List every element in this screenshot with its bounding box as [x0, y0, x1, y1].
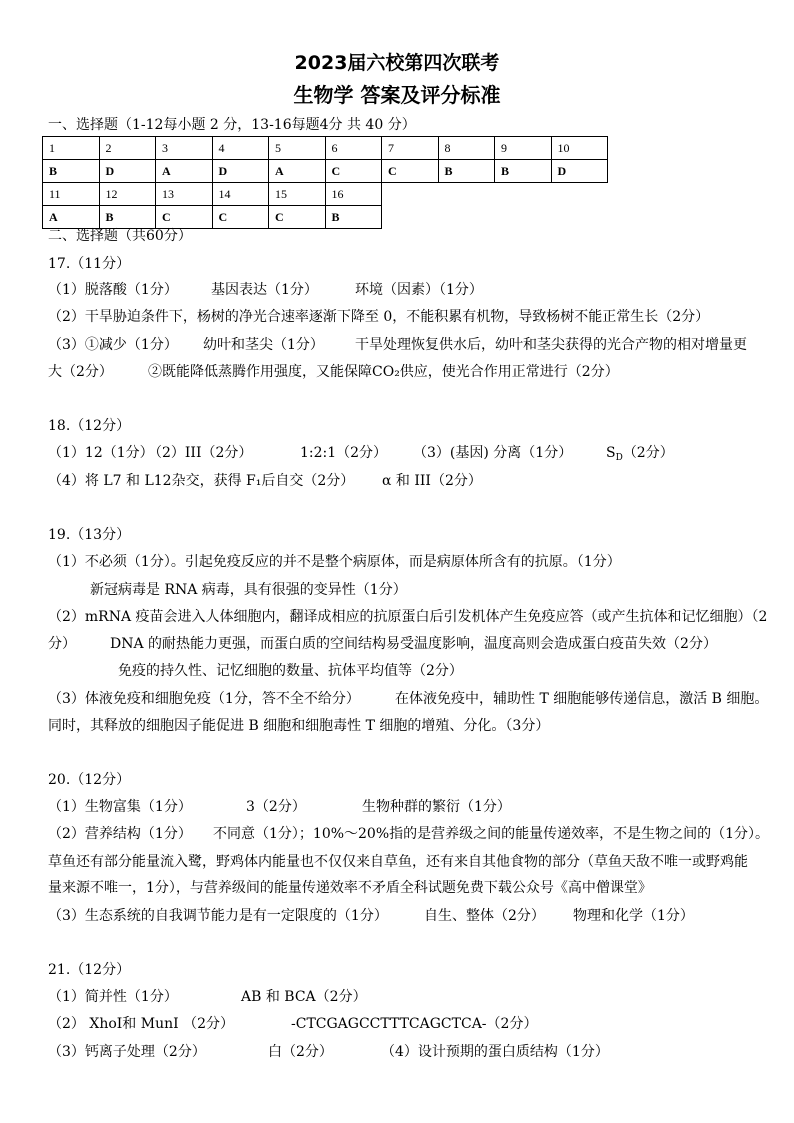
question-19-title-row [0, 525, 794, 545]
question-20-line [0, 906, 794, 926]
answer-cell: C [212, 206, 269, 229]
answer-item: 3（2分） [246, 799, 306, 815]
answer-cell: D [99, 160, 156, 183]
answer-cell: A [156, 160, 213, 183]
answer-item: 1:2:1（2分） [300, 445, 388, 461]
question-20-line [0, 878, 794, 898]
answer-item: （3）(基因) 分离（1分） [413, 445, 573, 461]
question-20-line [0, 797, 794, 817]
question-21-line [0, 987, 794, 1007]
answer-cell: B [495, 160, 552, 183]
answer-item: 量来源不唯一，1分），与营养级间的能量传递效率不矛盾全科试题免费下载公众号《高中僧课堂》 [48, 880, 652, 896]
answer-item: （2）营养结构（1分） [48, 826, 192, 842]
answer-item: （4）设计预期的蛋白质结构（1分） [381, 1044, 609, 1060]
answer-item: 大（2分） [48, 364, 113, 380]
question-number-cell: 16 [325, 183, 382, 206]
answer-cell: C [325, 160, 382, 183]
question-19-title: 19.（13分） [48, 527, 131, 543]
question-19-line [0, 580, 794, 600]
answer-item: AB 和 BCA（2分） [241, 989, 367, 1005]
question-number-cell: 12 [99, 183, 156, 206]
answer-cell: D [551, 160, 608, 183]
empty-cell [382, 183, 439, 206]
question-number-cell: 1 [43, 137, 100, 160]
answer-item: 同时，其释放的细胞因子能促进 B 细胞和细胞毒性 T 细胞的增殖、分化。（3分） [48, 718, 550, 734]
empty-cell [551, 183, 608, 206]
answer-item: 白（2分） [268, 1044, 333, 1060]
question-number-cell: 7 [382, 137, 439, 160]
question-17-line [0, 362, 794, 382]
answer-cell: A [43, 206, 100, 229]
answer-item: 自生、整体（2分） [424, 908, 545, 924]
question-20-title-row [0, 770, 794, 790]
answer-cell: C [156, 206, 213, 229]
answer-item: （4）将 L7 和 L12杂交，获得 F₁后自交（2分） [48, 473, 355, 489]
question-number-cell: 4 [212, 137, 269, 160]
question-19-line [0, 607, 794, 627]
answer-item: （1）简并性（1分） [48, 989, 178, 1005]
answer-item: （1）12（1分） [48, 445, 154, 461]
question-19-line [0, 634, 794, 654]
answer-item: -CTCGAGCCTTTCAGCTCA-（2分） [291, 1016, 538, 1032]
section-heading-row [0, 115, 794, 135]
answer-item: 新冠病毒是 RNA 病毒，具有很强的变异性（1分） [90, 582, 407, 598]
question-19-line [0, 689, 794, 709]
empty-cell [495, 183, 552, 206]
answer-item: 生物种群的繁衍（1分） [362, 799, 511, 815]
empty-cell [438, 183, 495, 206]
answer-item: 草鱼还有部分能量流入鹭，野鸡体内能量也不仅仅来自草鱼，还有来自其他食物的部分（草鱼天敌不唯一或野鸡能 [48, 854, 748, 870]
answer-item: （3）钙离子处理（2分） [48, 1044, 206, 1060]
answer-item: （2）III（2分） [148, 445, 253, 461]
question-19-line [0, 552, 794, 572]
answer-item: 干旱处理恢复供水后，幼叶和茎尖获得的光合产物的相对增量更 [355, 337, 747, 353]
question-19-line [0, 716, 794, 736]
answer-cell: C [269, 206, 326, 229]
question-number-cell: 10 [551, 137, 608, 160]
score-note: （2分） [622, 445, 674, 461]
section-heading-choice: 一、选择题（1-12每小题 2 分，13-16每题4分 共 40 分） [48, 117, 416, 133]
question-19-line [0, 661, 794, 681]
question-17-title: 17.（11分） [48, 256, 131, 272]
question-18-line [0, 443, 794, 463]
answer-item: ②既能降低蒸腾作用强度，又能保障CO₂供应，使光合作用正常进行（2分） [148, 364, 619, 380]
question-20-line [0, 852, 794, 872]
answer-item [606, 443, 674, 463]
question-17-line [0, 280, 794, 300]
answer-cell: B [438, 160, 495, 183]
section-heading-part2: 二、选择题（共60分） [48, 228, 192, 244]
answer-table [42, 136, 608, 229]
question-20-title: 20.（12分） [48, 772, 131, 788]
answer-item: （3）①减少（1分） [48, 337, 178, 353]
answer-item: 物理和化学（1分） [573, 908, 694, 924]
question-number-cell: 6 [325, 137, 382, 160]
answer-key-title: 生物学 答案及评分标准 [293, 83, 501, 107]
answer-item: 免疫的持久性、记忆细胞的数量、抗体平均值等（2分） [118, 663, 463, 679]
question-number-cell: 11 [43, 183, 100, 206]
answer-item: 基因表达（1分） [211, 282, 318, 298]
answer-item: α 和 III（2分） [382, 473, 482, 489]
question-18-title: 18.（12分） [48, 418, 131, 434]
answer-row [43, 160, 608, 183]
question-18-title-row [0, 416, 794, 436]
answer-cell: B [325, 206, 382, 229]
answer-item: （1）生物富集（1分） [48, 799, 192, 815]
answer-item: 在体液免疫中，辅助性 T 细胞能够传递信息，激活 B 细胞。 [395, 691, 769, 707]
section-heading-row [0, 226, 794, 246]
answer-item: （3）体液免疫和细胞免疫（1分，答不全不给分） [48, 691, 360, 707]
answer-cell: B [99, 206, 156, 229]
answer-item: （2） XhoⅠ和 MunⅠ （2分） [48, 1016, 235, 1032]
answer-cell: B [43, 160, 100, 183]
question-21-line [0, 1042, 794, 1062]
question-number-row [43, 137, 608, 160]
answer-item: （2）mRNA 疫苗会进入人体细胞内，翻译成相应的抗原蛋白后引发机体产生免疫应答（或产生抗体和记忆细胞）（2 [48, 609, 768, 625]
question-number-cell: 15 [269, 183, 326, 206]
question-number-row [43, 183, 608, 206]
answer-item: 环境（因素）（1分） [355, 282, 483, 298]
answer-item: 幼叶和茎尖（1分） [203, 337, 324, 353]
question-number-cell: 14 [212, 183, 269, 206]
answer-item: （1）脱落酸（1分） [48, 282, 178, 298]
genotype-subscript: D [615, 453, 623, 463]
answer-item: （3）生态系统的自我调节能力是有一定限度的（1分） [48, 908, 388, 924]
exam-title: 2023届六校第四次联考 [294, 52, 500, 74]
question-number-cell: 3 [156, 137, 213, 160]
question-number-cell: 2 [99, 137, 156, 160]
answer-item: 不同意（1分）；10%～20%指的是营养级之间的能量传递效率，不是生物之间的（1分）。 [213, 826, 770, 842]
question-18-line [0, 471, 794, 491]
question-number-cell: 8 [438, 137, 495, 160]
answer-item: DNA 的耐热能力更强，而蛋白质的空间结构易受温度影响，温度高则会造成蛋白疫苗失效（2分） [110, 636, 717, 652]
question-number-cell: 5 [269, 137, 326, 160]
question-21-line [0, 1014, 794, 1034]
genotype-symbol: S [606, 445, 616, 461]
answer-item: （2）干旱胁迫条件下，杨树的净光合速率逐渐下降至 0，不能积累有机物，导致杨树不能正常生长（2分） [48, 309, 710, 325]
question-number-cell: 13 [156, 183, 213, 206]
question-17-line [0, 307, 794, 327]
question-number-cell: 9 [495, 137, 552, 160]
question-21-title-row [0, 960, 794, 980]
question-20-line [0, 824, 794, 844]
answer-item: （1）不必须（1分）。引起免疫反应的并不是整个病原体，而是病原体所含有的抗原。（1分） [48, 554, 621, 570]
question-21-title: 21.（12分） [48, 962, 131, 978]
answer-cell: A [269, 160, 326, 183]
question-17-title-row [0, 254, 794, 274]
answer-cell: D [212, 160, 269, 183]
answer-cell: C [382, 160, 439, 183]
answer-item: 分） [48, 636, 76, 652]
question-17-line [0, 335, 794, 355]
